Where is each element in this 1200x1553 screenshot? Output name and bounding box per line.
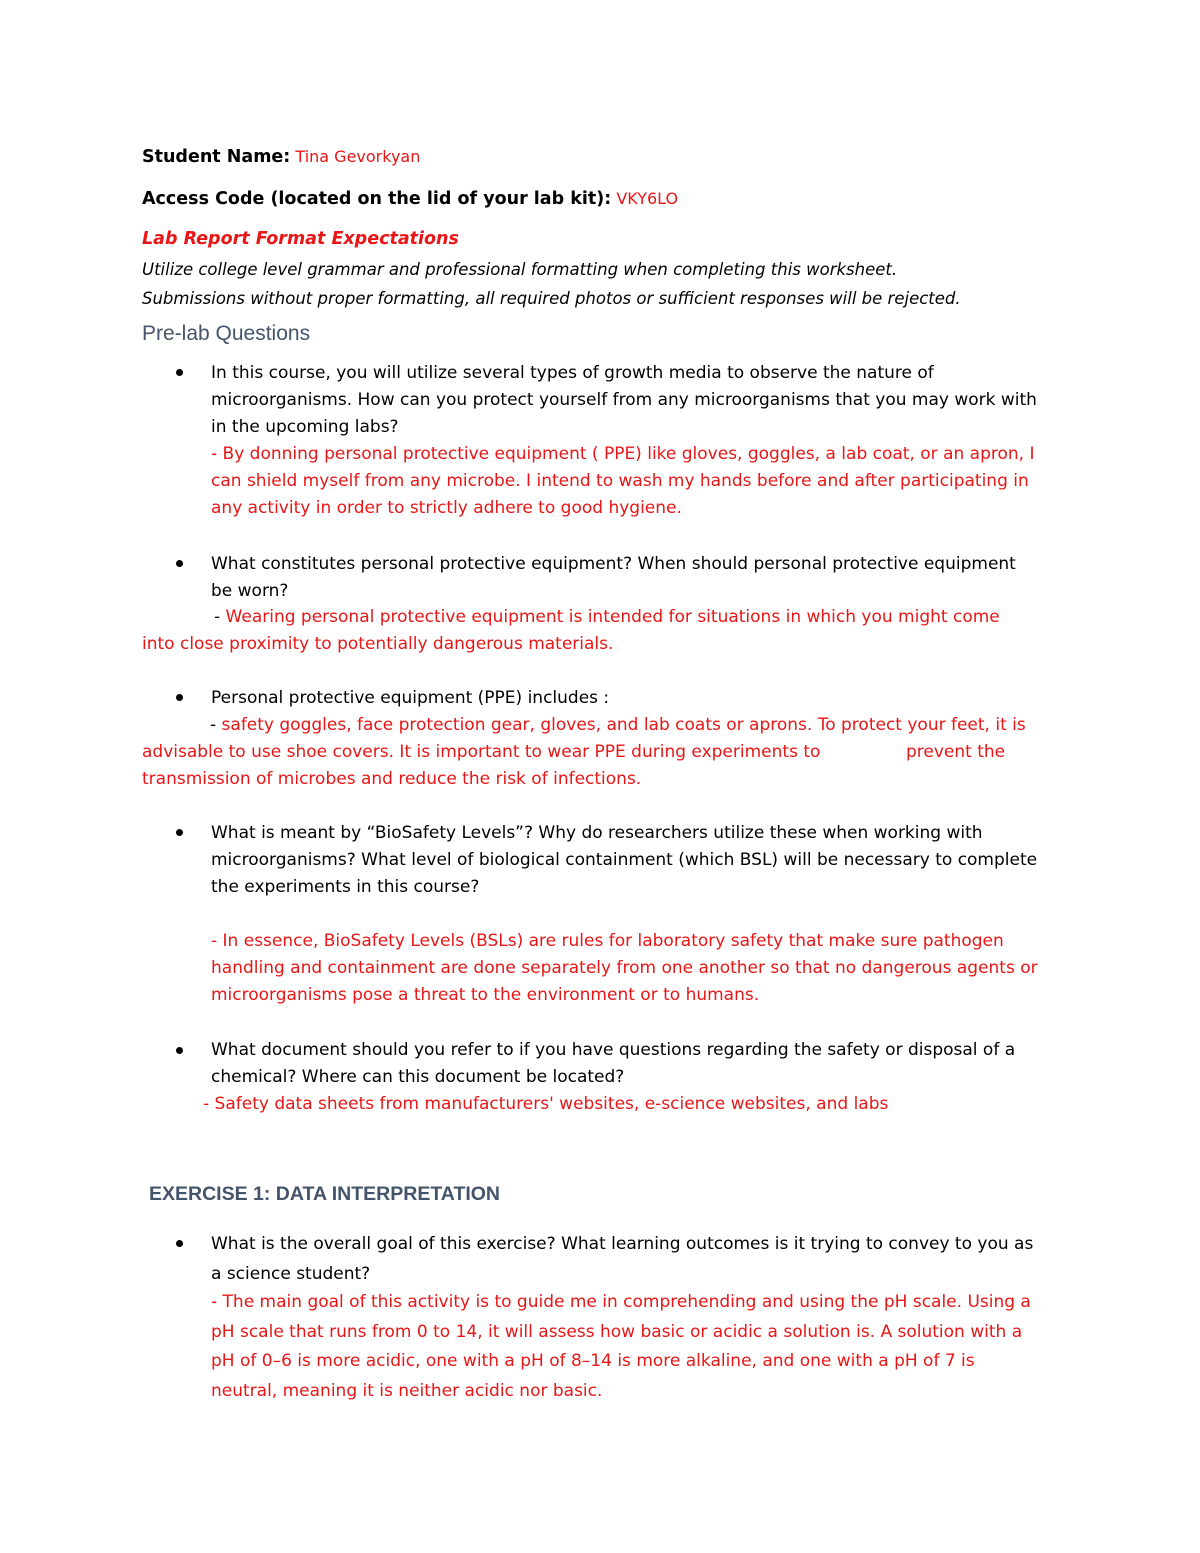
a4-line: - In essence, BioSafety Levels (BSLs) are rules for laboratory safety that make sure pathogen: [211, 931, 1004, 951]
exercise1-a1: [211, 1288, 1031, 1406]
q1-line: in the upcoming labs?: [211, 417, 399, 437]
prelab-q1: [211, 360, 1037, 441]
prelab-a4: [211, 928, 1038, 1009]
a4-line: handling and containment are done separately from one another so that no dangerous agents or: [211, 958, 1038, 978]
a1-line: - By donning personal protective equipment ( PPE) like gloves, goggles, a lab coat, or an apron, I: [211, 444, 1035, 464]
prelab-a2-first: [214, 604, 1000, 631]
a2-line: Wearing personal protective equipment is intended for situations in which you might come: [225, 607, 1000, 627]
q1-line: microorganisms. How can you protect yourself from any microorganisms that you may work with: [211, 390, 1037, 410]
bullet-icon: [176, 369, 183, 376]
a3-line: prevent the: [906, 742, 1006, 762]
q2-line: What constitutes personal protective equipment? When should personal protective equipment: [211, 554, 1016, 574]
prelab-a5: - Safety data sheets from manufacturers' websites, e-science websites, and labs: [203, 1094, 889, 1114]
ex1-a-line: pH scale that runs from 0 to 14, it will assess how basic or acidic a solution is. A solution with a: [211, 1321, 1023, 1342]
a2-line: into close proximity to potentially dangerous materials.: [142, 634, 614, 654]
a1-line: any activity in order to strictly adhere to good hygiene.: [211, 498, 682, 518]
ex1-q-line: a science student?: [211, 1264, 371, 1284]
bullet-icon: [176, 1047, 183, 1054]
a3-line: transmission of microbes and reduce the risk of infections.: [142, 769, 642, 789]
format-line-1: Utilize college level grammar and professional formatting when completing this worksheet.: [142, 260, 898, 279]
access-code-label: Access Code (located on the lid of your lab kit):: [142, 189, 612, 209]
access-code-value: VKY6LO: [616, 189, 679, 208]
bullet-icon: [176, 829, 183, 836]
bullet-icon: [176, 1240, 183, 1247]
prelab-q5: [211, 1037, 1015, 1091]
ex1-q-line: What is the overall goal of this exercise? What learning outcomes is it trying to convey to you as: [211, 1234, 1034, 1254]
format-line-2: Submissions without proper formatting, all required photos or sufficient responses will be rejected.: [142, 289, 961, 308]
access-code-row: [142, 189, 678, 209]
q4-line: the experiments in this course?: [211, 877, 480, 897]
format-title: Lab Report Format Expectations: [142, 229, 459, 249]
a4-line: microorganisms pose a threat to the environment or to humans.: [211, 985, 760, 1005]
q5-line: chemical? Where can this document be located?: [211, 1067, 625, 1087]
q4-line: microorganisms? What level of biological containment (which BSL) will be necessary to complete: [211, 850, 1038, 870]
student-name-value: Tina Gevorkyan: [295, 147, 421, 166]
prelab-q3: Personal protective equipment (PPE) includes :: [211, 688, 610, 708]
bullet-icon: [176, 694, 183, 701]
prelab-q2: [211, 551, 1016, 605]
a2-dash: -: [214, 607, 226, 627]
a1-line: can shield myself from any microbe. I intend to wash my hands before and after participating in: [211, 471, 1029, 491]
exercise1-q1: [211, 1229, 1033, 1289]
q5-line: What document should you refer to if you have questions regarding the safety or disposal of a: [211, 1040, 1016, 1060]
q2-line: be worn?: [211, 581, 289, 601]
a3-dash: -: [210, 715, 222, 735]
prelab-heading: Pre-lab Questions: [142, 322, 311, 345]
ex1-a-line: neutral, meaning it is neither acidic nor basic.: [211, 1380, 603, 1401]
a3-line: advisable to use shoe covers. It is important to wear PPE during experiments to: [142, 742, 821, 762]
prelab-q4: [211, 820, 1037, 901]
ex1-a-line: pH of 0–6 is more acidic, one with a pH of 8–14 is more alkaline, and one with a pH of 7 is: [211, 1351, 975, 1371]
student-name-row: [142, 147, 420, 167]
bullet-icon: [176, 560, 183, 567]
ex1-a-line: - The main goal of this activity is to guide me in comprehending and using the pH scale. Using a: [211, 1292, 1031, 1312]
prelab-a3-first: [210, 712, 1026, 739]
q1-line: In this course, you will utilize several types of growth media to observe the nature of: [211, 363, 934, 383]
prelab-a1: [211, 441, 1035, 522]
exercise1-heading: EXERCISE 1: DATA INTERPRETATION: [149, 1183, 501, 1205]
a3-line: safety goggles, face protection gear, gloves, and lab coats or aprons. To protect your feet, it is: [221, 715, 1026, 735]
q4-line: What is meant by “BioSafety Levels”? Why do researchers utilize these when working with: [211, 823, 983, 843]
student-name-label: Student Name:: [142, 147, 291, 167]
